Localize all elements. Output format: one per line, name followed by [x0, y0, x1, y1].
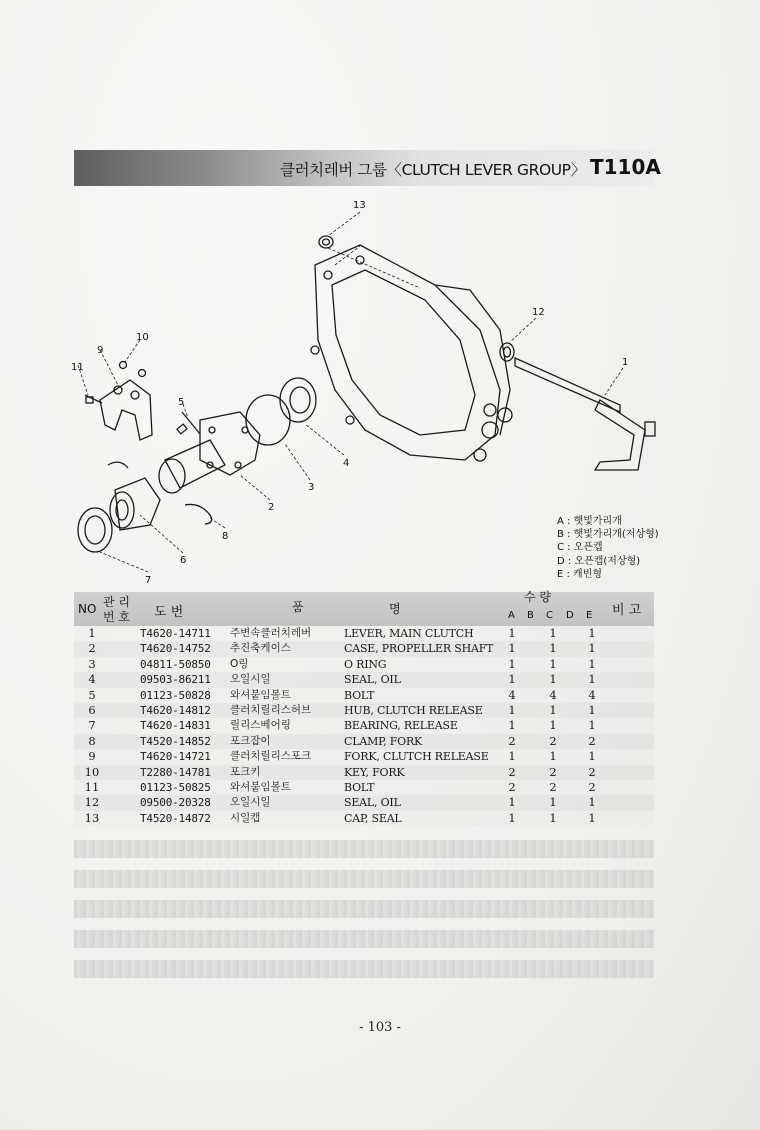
qty-a: 2	[508, 764, 516, 779]
header-qty-b: B	[527, 610, 534, 621]
korean-name: 주변속클러치레버	[230, 627, 312, 639]
qty-c: 1	[549, 810, 557, 825]
part-number: 09500-20328	[140, 796, 211, 810]
english-name: BOLT	[344, 688, 375, 702]
callout-13: 13	[353, 200, 366, 211]
qty-e: 4	[588, 687, 596, 702]
qty-c: 1	[549, 672, 557, 687]
english-name: BEARING, RELEASE	[344, 719, 458, 733]
faded-bar	[74, 840, 654, 858]
part-3-o-ring	[246, 395, 290, 445]
part-number: 01123-50828	[140, 688, 211, 702]
callout-8: 8	[222, 531, 229, 542]
header-name-a: 품	[292, 600, 304, 614]
callout-10: 10	[136, 332, 149, 343]
callout-1: 1	[622, 357, 629, 368]
row-no: 11	[84, 779, 100, 794]
table-row	[74, 780, 654, 795]
row-no: 10	[84, 764, 100, 779]
korean-name: 와셔붙임볼트	[230, 780, 291, 793]
header-qty-c: C	[546, 610, 553, 621]
korean-name: 릴리스베어링	[230, 719, 291, 732]
qty-a: 1	[508, 702, 516, 717]
row-no: 12	[84, 795, 100, 810]
table-row	[74, 626, 654, 641]
part-number: 04811-50850	[140, 657, 211, 671]
table-row	[74, 718, 654, 733]
qty-a: 1	[508, 656, 516, 671]
row-no: 6	[88, 702, 96, 717]
row-no: 2	[88, 641, 96, 656]
callout-9: 9	[97, 345, 104, 356]
callout-11: 11	[71, 362, 84, 373]
qty-e: 1	[588, 702, 596, 717]
qty-c: 1	[549, 656, 557, 671]
korean-name: 와셔붙임볼트	[230, 688, 291, 701]
model-code: T110A	[590, 155, 661, 179]
header-remarks: 비 고	[612, 603, 642, 618]
qty-a: 1	[508, 641, 516, 656]
callout-12: 12	[532, 307, 545, 318]
row-no: 3	[88, 656, 96, 671]
qty-c: 1	[549, 718, 557, 733]
part-13-seal-cap	[319, 236, 333, 248]
table-row	[74, 672, 654, 687]
qty-e: 2	[588, 764, 596, 779]
part-number: T2280-14781	[140, 765, 211, 779]
korean-name: 추진축케이스	[230, 642, 291, 655]
table-row	[74, 703, 654, 718]
korean-name: 포크잡이	[230, 734, 271, 747]
qty-a: 2	[508, 733, 516, 748]
english-name: FORK, CLUTCH RELEASE	[344, 750, 489, 764]
english-name: HUB, CLUTCH RELEASE	[344, 703, 483, 717]
qty-e: 1	[588, 672, 596, 687]
part-8-fork-clamp	[185, 504, 212, 524]
table-row	[74, 641, 654, 656]
qty-a: 1	[508, 626, 516, 640]
row-no: 13	[84, 810, 100, 825]
legend-item: B : 햇빛가리개(저상형)	[557, 529, 659, 541]
english-name: SEAL, OIL	[344, 796, 401, 810]
english-name: KEY, FORK	[344, 765, 405, 779]
table-header	[74, 592, 654, 626]
header-drawing-no: 도 번	[154, 605, 184, 620]
qty-c: 1	[549, 626, 557, 640]
part-number: T4620-14831	[140, 719, 211, 733]
header-qty-e: E	[586, 610, 593, 621]
table-row	[74, 749, 654, 764]
row-no: 1	[88, 626, 96, 640]
part-number: 01123-50825	[140, 780, 211, 794]
qty-e: 1	[588, 810, 596, 825]
header-mgmt-2: 번 호	[103, 610, 130, 624]
header-name-b: 명	[389, 602, 401, 616]
qty-a: 2	[508, 779, 516, 794]
qty-a: 4	[508, 687, 516, 702]
qty-a: 1	[508, 810, 516, 825]
callout-7: 7	[145, 575, 152, 586]
korean-name: 시일캡	[230, 811, 261, 824]
korean-name: O링	[230, 657, 249, 670]
english-name: BOLT	[344, 780, 375, 794]
english-name: O RING	[344, 657, 387, 671]
qty-e: 2	[588, 733, 596, 748]
part-number: T4620-14721	[140, 750, 211, 764]
faded-scan-rows	[74, 840, 654, 990]
header-mgmt: 관 리	[103, 595, 130, 609]
part-7-release-bearing	[78, 508, 112, 552]
part-number: T4620-14812	[140, 703, 211, 717]
part-10-fork-key	[120, 362, 127, 369]
table-row	[74, 765, 654, 780]
page-number: - 103 -	[359, 1020, 401, 1035]
english-name: LEVER, MAIN CLUTCH	[344, 627, 474, 640]
korean-name: 오일시일	[230, 796, 271, 809]
legend-item: A : 햇빛가리개	[557, 516, 622, 527]
english-name: CAP, SEAL	[344, 811, 402, 825]
part-6-release-hub	[115, 478, 160, 530]
part-number: T4620-14711	[140, 627, 211, 640]
qty-c: 2	[549, 779, 557, 794]
header-qty-d: D	[566, 610, 574, 621]
part-number: T4520-14852	[140, 734, 211, 748]
qty-a: 1	[508, 795, 516, 810]
callout-6: 6	[180, 555, 187, 566]
callout-4: 4	[343, 458, 350, 469]
faded-bar	[74, 960, 654, 978]
qty-e: 1	[588, 795, 596, 810]
page-title: 클러치레버 그룹〈CLUTCH LEVER GROUP〉	[280, 161, 586, 179]
qty-e: 2	[588, 779, 596, 794]
qty-c: 1	[549, 795, 557, 810]
row-no: 5	[88, 687, 96, 702]
row-no: 4	[88, 672, 96, 687]
qty-e: 1	[588, 641, 596, 656]
faded-bar	[74, 930, 654, 948]
legend-item: E : 캐빈형	[557, 568, 603, 580]
housing-inner	[332, 270, 475, 435]
part-number: T4620-14752	[140, 642, 211, 656]
qty-e: 1	[588, 626, 596, 640]
qty-c: 2	[549, 764, 557, 779]
english-name: CASE, PROPELLER SHAFT	[344, 642, 494, 656]
row-no: 9	[88, 749, 96, 764]
qty-c: 1	[549, 702, 557, 717]
header-quantity: 수 량	[524, 590, 551, 604]
callout-2: 2	[268, 502, 275, 513]
qty-a: 1	[508, 718, 516, 733]
table-body	[74, 626, 654, 826]
header-qty-a: A	[508, 610, 515, 621]
parts-table	[74, 592, 654, 826]
part-1-lever	[515, 358, 620, 412]
part-number: 09503-86211	[140, 673, 211, 687]
korean-name: 오일시일	[230, 673, 271, 686]
table-row	[74, 734, 654, 749]
qty-e: 1	[588, 749, 596, 764]
callout-3: 3	[308, 482, 315, 493]
row-no: 8	[88, 733, 96, 748]
part-12-oil-seal	[500, 343, 514, 361]
part-2-shaft-case	[200, 412, 260, 475]
faded-bar	[74, 870, 654, 888]
callout-5: 5	[178, 397, 185, 408]
part-9-release-fork	[100, 380, 152, 440]
qty-e: 1	[588, 718, 596, 733]
english-name: SEAL, OIL	[344, 673, 401, 687]
table-row	[74, 795, 654, 810]
qty-c: 1	[549, 749, 557, 764]
qty-a: 1	[508, 749, 516, 764]
table-row	[74, 657, 654, 672]
part-number: T4520-14872	[140, 811, 211, 825]
qty-a: 1	[508, 672, 516, 687]
table-row	[74, 811, 654, 826]
table-row	[74, 688, 654, 703]
qty-c: 4	[549, 687, 557, 702]
variant-legend	[557, 515, 707, 581]
faded-bar	[74, 900, 654, 918]
qty-e: 1	[588, 656, 596, 671]
korean-name: 클러치릴리스허브	[230, 703, 312, 716]
korean-name: 포크키	[230, 765, 261, 778]
korean-name: 클러치릴리스포크	[230, 750, 312, 763]
legend-item: D : 오픈캡(저상형)	[557, 555, 641, 567]
header-no: NO	[78, 602, 97, 616]
qty-c: 2	[549, 733, 557, 748]
legend-item: C : 오픈캡	[557, 542, 603, 554]
row-no: 7	[88, 718, 96, 733]
english-name: CLAMP, FORK	[344, 734, 423, 748]
qty-c: 1	[549, 641, 557, 656]
